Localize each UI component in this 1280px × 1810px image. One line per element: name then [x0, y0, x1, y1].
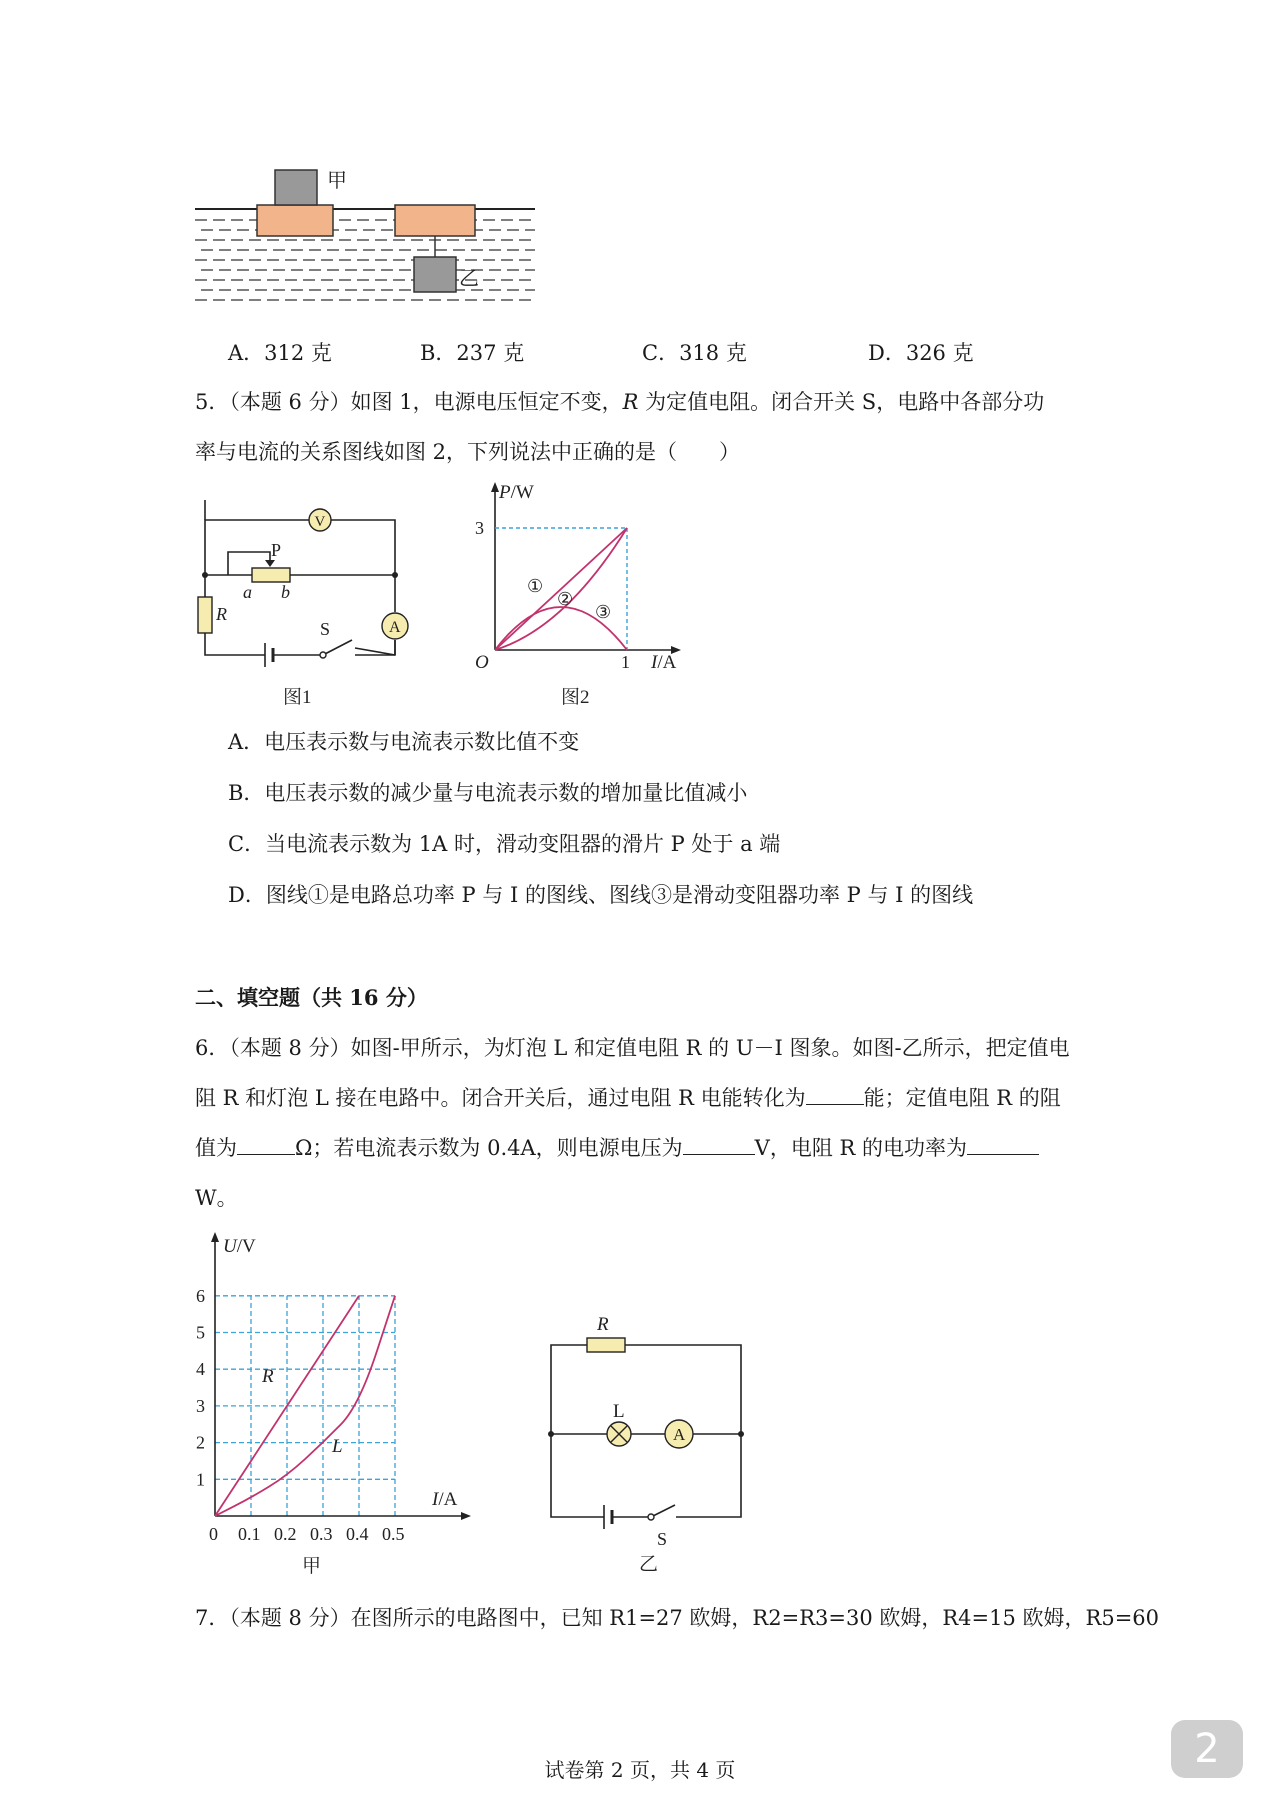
q4-option-b: B．237 克 [420, 341, 525, 365]
blank-energy[interactable] [806, 1084, 864, 1105]
fig-yi-caption: 乙 [639, 1554, 659, 1575]
page-number-badge: 2 [1171, 1720, 1243, 1778]
blank-resistance[interactable] [237, 1134, 295, 1155]
blank-power[interactable] [967, 1134, 1039, 1155]
svg-text:③: ③ [595, 602, 612, 622]
svg-text:P: P [271, 540, 282, 560]
x-tick-0.3: 0.3 [310, 1524, 333, 1544]
svg-text:R: R [216, 604, 227, 624]
q6-line2: 阻 R 和灯泡 L 接在电路中。闭合开关后，通过电阻 R 电能转化为 能；定值电阻 R 的阻 [195, 1086, 1061, 1110]
svg-text:I/A: I/A [432, 1489, 458, 1510]
svg-text:②: ② [557, 589, 574, 609]
q4-option-c: C．318 克 [642, 341, 747, 365]
label-r: R [262, 1366, 274, 1387]
metal-block-jia [275, 170, 317, 205]
fig1-caption: 图1 [283, 687, 312, 708]
q5-stem-line2: 率与电流的关系图线如图 2，下列说法中正确的是（ ） [195, 440, 741, 464]
page-footer: 试卷第 2 页，共 4 页 [544, 1758, 736, 1782]
q7-line1: 7．（本题 8 分）在图所示的电路图中，已知 R1=27 欧姆，R2=R3=30 欧姆，R4=15 欧姆，R5=60 [195, 1606, 1160, 1630]
q4-option-d: D．326 克 [868, 341, 974, 365]
svg-text:①: ① [527, 576, 544, 596]
q4-option-a: A．312 克 [228, 341, 332, 365]
q6-line3: 值为 Ω；若电流表示数为 0.4A，则电源电压为 V，电阻 R 的电功率为 [195, 1134, 1039, 1162]
svg-text:S: S [657, 1529, 668, 1549]
resistor-r [198, 597, 212, 633]
q5-option-b: B．电压表示数的减少量与电流表示数的增加量比值减小 [228, 781, 748, 805]
resistor-r [587, 1338, 625, 1352]
fig2-caption: 图2 [561, 687, 590, 708]
x-tick-0.5: 0.5 [382, 1524, 405, 1544]
x-tick-0.1: 0.1 [238, 1524, 261, 1544]
q5-option-a: A．电压表示数与电流表示数比值不变 [228, 730, 580, 754]
q5-option-d: D．图线①是电路总功率 P 与 I 的图线、图线③是滑动变阻器功率 P 与 I 的图线 [228, 883, 974, 907]
label-jia: 甲 [327, 170, 347, 192]
q6-line1: 6．（本题 8 分）如图-甲所示，为灯泡 L 和定值电阻 R 的 U－I 图象。如图-乙所示，把定值电 [195, 1036, 1070, 1060]
q5-figure2-chart [455, 478, 705, 716]
svg-text:A: A [389, 619, 401, 636]
q5-option-c: C．当电流表示数为 1A 时，滑动变阻器的滑片 P 处于 a 端 [228, 832, 781, 856]
x-tick-0: 0 [209, 1524, 218, 1544]
label-l: L [332, 1436, 343, 1457]
svg-text:A: A [673, 1425, 686, 1444]
svg-text:U/V: U/V [223, 1236, 256, 1257]
y-tick-5: 5 [196, 1322, 205, 1343]
label-yi: 乙 [459, 268, 479, 290]
wood-block-right [395, 205, 475, 236]
svg-text:3: 3 [475, 518, 484, 538]
q6-figure-yi-circuit [540, 1305, 760, 1575]
svg-text:I/A: I/A [651, 652, 677, 673]
y-tick-6: 6 [196, 1285, 205, 1306]
blank-voltage[interactable] [683, 1134, 755, 1155]
y-tick-3: 3 [196, 1395, 205, 1416]
q5-figure1-circuit [195, 500, 425, 715]
fig-jia-caption: 甲 [302, 1556, 322, 1577]
q6-line4: W。 [195, 1186, 238, 1210]
q6-figure-jia-chart [190, 1228, 490, 1578]
y-tick-1: 1 [196, 1469, 205, 1490]
x-tick-0.4: 0.4 [346, 1524, 369, 1544]
water-hatching [195, 220, 535, 300]
svg-text:O: O [475, 652, 489, 673]
svg-text:a: a [243, 582, 252, 602]
rheostat [252, 568, 290, 582]
q4-figure [195, 165, 545, 315]
svg-text:P/W: P/W [499, 482, 534, 503]
y-tick-2: 2 [196, 1432, 205, 1453]
svg-text:b: b [281, 582, 290, 602]
svg-text:R: R [597, 1314, 609, 1335]
q5-stem-line1: 5．（本题 6 分）如图 1，电源电压恒定不变，R 为定值电阻。闭合开关 S，电路中各部分功 [195, 390, 1045, 414]
svg-text:1: 1 [621, 652, 630, 672]
svg-text:S: S [320, 619, 331, 639]
wood-block-left [257, 205, 333, 236]
svg-text:L: L [613, 1401, 625, 1422]
svg-text:V: V [314, 514, 326, 530]
x-tick-0.2: 0.2 [274, 1524, 297, 1544]
metal-block-yi [414, 257, 456, 292]
y-tick-4: 4 [196, 1359, 205, 1380]
section2-title: 二、填空题（共 16 分） [195, 985, 428, 1010]
